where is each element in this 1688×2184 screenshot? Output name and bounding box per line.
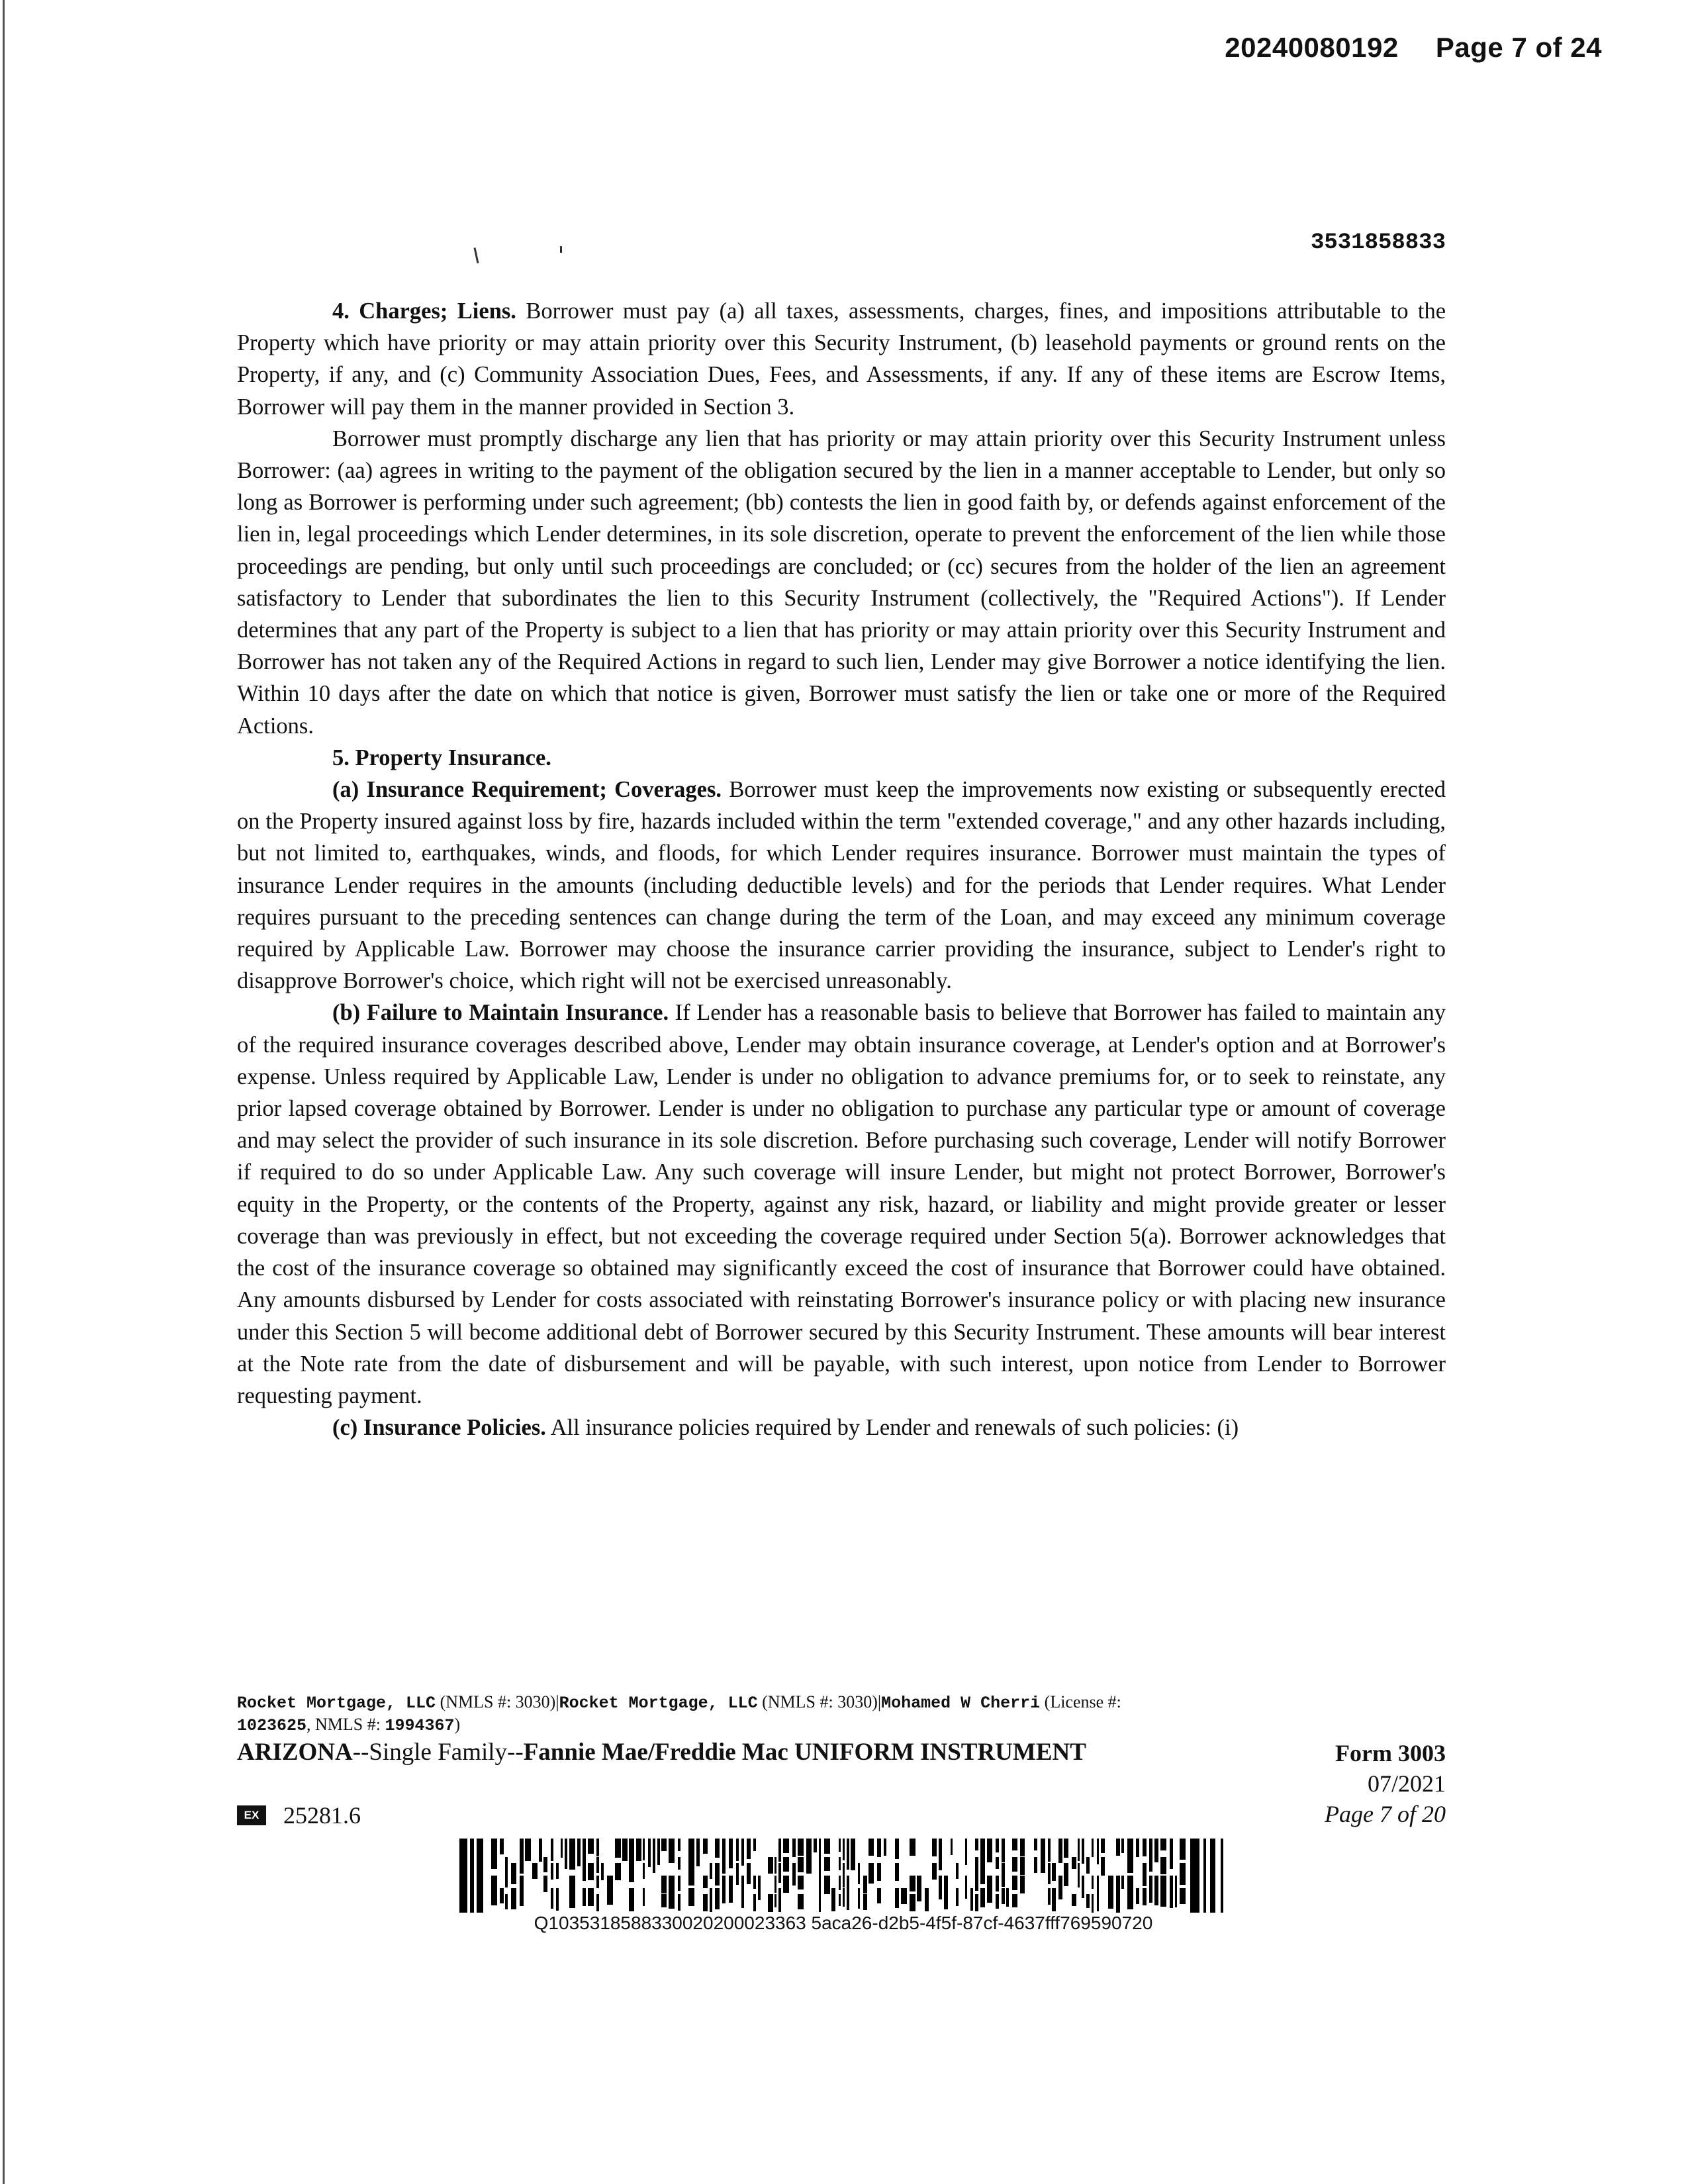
- barcode-bar: [831, 1888, 835, 1911]
- barcode-bar: [525, 1839, 531, 1861]
- section-5b-paragraph: [237, 997, 1446, 1412]
- barcode-bar: [703, 1839, 708, 1854]
- barcode-bar: [715, 1839, 720, 1858]
- barcode-bar: [839, 1876, 841, 1890]
- barcode-bar: [975, 1857, 978, 1876]
- barcode-bar: [636, 1839, 641, 1861]
- section-5a-text: Borrower must keep the improvements now existing or subsequently erected on the Property insured against loss by fire, hazards included within the term "extended coverage," and any other hazards including, but not limited to, earthquakes, winds, and floods, for which Lender requires insurance. Borrower must maintain the types of insurance Lender requires in the amounts (including deductible levels) and for the periods that Lender requires. What Lender requires pursuant to the preceding sentences can change during the term of the Loan, and may exceed any minimum coverage required by Applicable Law. Borrower may choose the insurance carrier providing the insurance, subject to Lender's right to disapprove Borrower's choice, which right will not be exercised unreasonably.: [237, 777, 1446, 994]
- barcode-bar: [783, 1839, 789, 1853]
- nmls-close: ): [454, 1715, 461, 1734]
- barcode-bar: [722, 1839, 726, 1874]
- barcode-bar: [932, 1863, 937, 1880]
- recording-number: 20240080192: [1225, 32, 1399, 63]
- barcode-bar: [1048, 1839, 1051, 1862]
- barcode-bar: [736, 1839, 739, 1861]
- barcode-bar: [877, 1888, 881, 1903]
- barcode-bar: [895, 1863, 899, 1881]
- barcode-bar: [1006, 1888, 1009, 1907]
- barcode-bar: [1034, 1839, 1037, 1850]
- barcode-bar: [736, 1863, 739, 1885]
- form-page: Page 7 of 20: [1325, 1801, 1446, 1827]
- barcode-bar: [819, 1839, 821, 1876]
- barcode-bar: [939, 1876, 942, 1899]
- scan-mark: [474, 248, 479, 263]
- barcode-bar: [1101, 1857, 1105, 1876]
- barcode-bar: [653, 1839, 655, 1873]
- barcode-bar: [715, 1863, 720, 1886]
- barcode-bar: [703, 1876, 708, 1888]
- barcode-bar: [729, 1876, 733, 1903]
- barcode-bar: [1058, 1839, 1062, 1863]
- barcode-bar: [1078, 1863, 1080, 1888]
- barcode-bar: [1127, 1876, 1133, 1909]
- barcode-bar: [1020, 1839, 1025, 1856]
- barcode-bar: [980, 1863, 985, 1884]
- barcode-bar: [824, 1857, 830, 1871]
- barcode-bar: [753, 1894, 756, 1911]
- section-4-text: Borrower must pay (a) all taxes, assessments, charges, fines, and impositions attributable to the Property which have priority or may attain priority over this Security Instrument, (b) leasehold payments or ground rents on the Property, if any, and (c) Community Association Dues, Fees, and Assessments, if any. If any of these items are Escrow Items, Borrower will pay them in the manner provided in Section 3.: [237, 298, 1446, 420]
- barcode-bar: [1180, 1863, 1186, 1885]
- barcode-bar: [758, 1876, 761, 1900]
- barcode-bar: [1097, 1839, 1099, 1864]
- barcode-bar: [556, 1863, 559, 1879]
- barcode-bar: [753, 1876, 756, 1889]
- barcode-bar: [956, 1888, 959, 1906]
- barcode-bar: [1170, 1839, 1173, 1869]
- barcode-bar: [925, 1888, 929, 1911]
- section-4-heading: 4. Charges; Liens.: [332, 298, 516, 324]
- barcode-bar: [975, 1839, 978, 1850]
- section-5b-heading: (b) Failure to Maintain Insurance.: [332, 1000, 669, 1026]
- barcode-bar: [1221, 1839, 1223, 1913]
- barcode-bar: [561, 1839, 563, 1858]
- barcode-bar: [996, 1857, 999, 1869]
- barcode-bar: [1020, 1857, 1025, 1875]
- barcode-bar: [774, 1876, 776, 1893]
- ex-icon: EX: [237, 1805, 266, 1825]
- barcode-bar: [1002, 1863, 1005, 1887]
- barcode-bar: [1034, 1857, 1037, 1873]
- barcode-bar: [1064, 1839, 1068, 1858]
- barcode-bar: [987, 1839, 992, 1862]
- barcode-bar: [847, 1876, 849, 1910]
- barcode-bar: [980, 1888, 985, 1907]
- barcode-bar: [1086, 1894, 1090, 1908]
- barcode-bar: [1108, 1876, 1113, 1909]
- barcode-bar: [1064, 1863, 1068, 1886]
- form-info: [1325, 1738, 1446, 1829]
- barcode-bar: [1154, 1839, 1158, 1862]
- barcode-bar: [753, 1839, 756, 1851]
- barcode-bar: [1170, 1876, 1173, 1908]
- barcode-bar: [1002, 1839, 1005, 1862]
- barcode-bar: [851, 1839, 855, 1870]
- barcode-bar: [703, 1894, 708, 1911]
- barcode-bar: [629, 1863, 634, 1882]
- barcode-bar: [768, 1894, 773, 1912]
- barcode-bar: [596, 1876, 599, 1888]
- barcode-bar: [863, 1876, 867, 1893]
- section-4-paragraph: [237, 295, 1446, 423]
- barcode-bar: [1002, 1888, 1005, 1904]
- barcode-bar: [678, 1876, 680, 1891]
- barcode-bar: [1078, 1839, 1080, 1861]
- section-5c-paragraph: [237, 1412, 1446, 1443]
- barcode-bar: [596, 1894, 599, 1911]
- barcode-bar: [696, 1839, 700, 1866]
- barcode-bar: [596, 1839, 599, 1856]
- barcode-bar: [532, 1863, 538, 1879]
- barcode-bar: [863, 1894, 867, 1910]
- barcode-bar: [996, 1894, 999, 1909]
- barcode-bar: [1149, 1876, 1152, 1903]
- barcode-bar: [543, 1857, 547, 1872]
- barcode-bar: [774, 1857, 776, 1874]
- section-5-heading: 5. Property Insurance.: [332, 745, 551, 770]
- barcode-bar: [858, 1863, 860, 1884]
- barcode-bar: [1116, 1839, 1120, 1856]
- barcode-bar: [814, 1839, 817, 1852]
- barcode-bar: [643, 1863, 645, 1879]
- barcode-bar: [583, 1888, 586, 1906]
- barcode-bar: [956, 1863, 959, 1879]
- license-label: (License #:: [1044, 1692, 1121, 1711]
- barcode-bar: [824, 1839, 830, 1854]
- page-label: Page 7 of 24: [1435, 32, 1602, 63]
- barcode-bar: [1041, 1839, 1045, 1873]
- barcode-bar: [868, 1863, 874, 1884]
- barcode-bar: [629, 1839, 634, 1863]
- lender-name: Rocket Mortgage, LLC: [237, 1694, 436, 1713]
- barcode-bar: [1116, 1894, 1120, 1913]
- barcode-bar: [1012, 1894, 1017, 1907]
- barcode-bar: [539, 1839, 542, 1862]
- barcode-bar: [975, 1876, 978, 1891]
- section-5a-paragraph: [237, 774, 1446, 997]
- barcode-bar: [505, 1894, 508, 1909]
- barcode-bar: [1048, 1863, 1051, 1884]
- lender-nmls: (NMLS #: 3030): [440, 1692, 556, 1711]
- barcode-bar: [1121, 1876, 1124, 1889]
- barcode-bar: [491, 1876, 497, 1905]
- section-4-lien-paragraph: Borrower must promptly discharge any lien that has priority or may attain priority over this Security Instrument unless Borrower: (aa) agrees in writing to the payment of the obligation secured by the lien in a manner acceptable to Lender, but only so long as Borrower is performing under such agreement; (bb) contests the lien in good faith by, or defends against enforcement of the lien in, legal proceedings which Lender determines, in its sole discretion, operate to prevent the enforcement of the lien while those proceedings are pending, but only until such proceedings are concluded; or (cc) secures from the holder of the lien an agreement satisfactory to Lender that subordinates the lien to this Security Instrument (collectively, the "Required Actions"). If Lender determines that any part of the Property is subject to a lien that has priority or may attain priority over this Security Instrument and Borrower has not taken any of the Required Actions in regard to such lien, Lender may give Borrower a notice identifying the lien. Within 10 days after the date on which that notice is given, Borrower must satisfy the lien or take one or more of the Required Actions.: [237, 426, 1446, 739]
- nmls-number: 1994367: [385, 1716, 455, 1735]
- barcode-bar: [819, 1876, 821, 1912]
- barcode-bar: [839, 1894, 841, 1906]
- nmls-label: , NMLS #:: [306, 1715, 381, 1734]
- section-5c-heading: (c) Insurance Policies.: [332, 1415, 546, 1441]
- barcode-bar: [1143, 1863, 1147, 1886]
- barcode-bar: [1052, 1863, 1056, 1881]
- barcode-bar: [556, 1888, 559, 1911]
- barcode-bar: [901, 1888, 907, 1904]
- barcode-bar: [505, 1876, 508, 1888]
- instrument-state: ARIZONA: [237, 1739, 353, 1766]
- barcode-bar: [1092, 1876, 1094, 1889]
- barcode-bar: [798, 1876, 804, 1889]
- barcode-bar: [661, 1839, 667, 1851]
- barcode-bar: [798, 1894, 804, 1909]
- barcode-bar: [477, 1839, 483, 1913]
- barcode-bar: [778, 1863, 781, 1883]
- section-5-heading-paragraph: [237, 742, 1446, 774]
- barcode-bar: [965, 1876, 967, 1899]
- barcode-bar: [643, 1839, 645, 1860]
- barcode-bar: [783, 1857, 789, 1872]
- barcode-bar: [798, 1857, 804, 1872]
- barcode-bar: [1190, 1839, 1199, 1913]
- barcode-bar: [520, 1876, 524, 1906]
- barcode-bar: [951, 1839, 953, 1855]
- scan-border: [3, 0, 5, 2184]
- barcode-bar: [965, 1839, 967, 1865]
- barcode-bar: [648, 1839, 651, 1867]
- barcode-bar: [669, 1876, 675, 1909]
- barcode-bar: [1020, 1876, 1025, 1893]
- barcode-bar: [629, 1888, 634, 1911]
- barcode-bar: [1058, 1876, 1062, 1899]
- barcode-bar: [710, 1863, 712, 1879]
- barcode-bar: [980, 1839, 985, 1863]
- barcode-bar: [847, 1839, 849, 1870]
- barcode-bar: [778, 1839, 781, 1862]
- document-code: [237, 1801, 361, 1829]
- barcode-bar: [1160, 1857, 1166, 1874]
- barcode-bar: [520, 1839, 524, 1874]
- barcode-bar: [1048, 1888, 1051, 1905]
- barcode-bar: [1203, 1839, 1206, 1913]
- barcode-bar: [511, 1863, 516, 1884]
- barcode-bar: [511, 1888, 516, 1909]
- barcode-bar: [1012, 1839, 1017, 1850]
- barcode-bar: [884, 1839, 886, 1856]
- barcode-bar: [792, 1839, 796, 1857]
- recording-header: [1225, 32, 1602, 64]
- barcode-bar: [1149, 1839, 1152, 1872]
- barcode-bar: [1180, 1839, 1186, 1860]
- form-number: Form 3003: [1335, 1740, 1446, 1766]
- barcode-bar: [778, 1888, 781, 1912]
- barcode-bar: [1092, 1894, 1094, 1913]
- barcode-bar: [588, 1863, 594, 1880]
- barcode-bar: [839, 1839, 841, 1852]
- lender-footer: [237, 1692, 1448, 1737]
- scan-mark: [560, 246, 562, 253]
- barcode-bar: [551, 1839, 553, 1861]
- instrument-title: Fannie Mae/Freddie Mac UNIFORM INSTRUMENT: [523, 1739, 1086, 1766]
- barcode-bar: [1143, 1888, 1147, 1905]
- barcode-bar: [858, 1888, 860, 1909]
- barcode-bar: [932, 1839, 937, 1856]
- barcode-bar: [657, 1839, 660, 1865]
- barcode-bar: [1101, 1839, 1105, 1853]
- section-5c-text: All insurance policies required by Lender and renewals of such policies: (i): [550, 1415, 1239, 1441]
- barcode-bar: [565, 1839, 567, 1869]
- barcode-bar: [774, 1894, 776, 1907]
- barcode-bar: [669, 1839, 675, 1863]
- barcode-bar: [688, 1888, 694, 1906]
- barcode-bar: [806, 1839, 812, 1874]
- barcode-bar: [500, 1888, 504, 1903]
- barcode-bar: [491, 1839, 497, 1869]
- barcode-bar: [843, 1839, 845, 1860]
- barcode-bar: [741, 1839, 744, 1866]
- barcode-bar: [551, 1888, 553, 1909]
- barcode-bar: [747, 1863, 751, 1884]
- barcode-bar: [710, 1888, 712, 1912]
- barcode-bar: [1097, 1876, 1099, 1911]
- barcode-bar: [459, 1839, 467, 1913]
- barcode-bar: [607, 1876, 613, 1905]
- barcode-bar: [729, 1839, 733, 1868]
- barcode-bar: [577, 1839, 581, 1866]
- barcode-bar: [877, 1863, 881, 1881]
- barcode-bar: [661, 1894, 667, 1907]
- barcode-bar: [1052, 1888, 1056, 1911]
- barcode-bar: [588, 1839, 594, 1854]
- barcode-bar: [615, 1863, 621, 1880]
- instrument-type: --Single Family--: [352, 1739, 524, 1766]
- barcode-bar: [1136, 1888, 1139, 1904]
- barcode-bar: [1082, 1876, 1084, 1898]
- barcode-bar: [583, 1863, 586, 1881]
- barcode-bar: [741, 1876, 744, 1908]
- barcode-bar: [910, 1839, 915, 1856]
- barcode-bar: [910, 1894, 915, 1911]
- barcode-bar: [1072, 1894, 1076, 1906]
- barcode-bar: [1136, 1839, 1139, 1857]
- barcode-bar: [970, 1888, 973, 1911]
- barcode-bar: [868, 1839, 874, 1856]
- barcode-bar: [747, 1839, 751, 1859]
- barcode-bar: [1154, 1876, 1158, 1905]
- barcode-bar: [975, 1894, 978, 1911]
- barcode-bar: [910, 1876, 915, 1891]
- barcode-bar: [783, 1876, 789, 1893]
- barcode-bar: [688, 1863, 694, 1886]
- barcode-bar: [843, 1888, 845, 1907]
- barcode-bar: [678, 1857, 680, 1870]
- barcode-bar: [1180, 1888, 1186, 1904]
- originator-name: Mohamed W Cherri: [881, 1694, 1041, 1713]
- barcode-bar: [1116, 1876, 1120, 1894]
- barcode-bar: [678, 1839, 680, 1851]
- barcode-bar: [583, 1839, 586, 1864]
- barcode-bar: [688, 1839, 694, 1863]
- barcode-bar: [588, 1888, 594, 1906]
- barcode-bar: [895, 1888, 899, 1908]
- barcode-bar: [996, 1876, 999, 1891]
- barcode-bar: [1121, 1839, 1124, 1853]
- barcode-bar: [678, 1894, 680, 1911]
- barcode-bar: [895, 1839, 899, 1859]
- barcode-bar: [798, 1839, 804, 1856]
- barcode-bar: [1082, 1839, 1084, 1864]
- barcode-bar: [1160, 1876, 1166, 1894]
- barcode-bar: [643, 1888, 645, 1906]
- barcode-bar: [543, 1876, 547, 1892]
- section-5b-text: If Lender has a reasonable basis to believe that Borrower has failed to maintain any of the required insurance coverages described above, Lender may obtain insurance coverage, at Lender's option and at Borrower's expense. Unless required by Applicable Law, Lender is under no obligation to advance premiums for, or to seek to reinstate, any prior lapsed coverage obtained by Borrower. Lender is under no obligation to purchase any particular type or amount of coverage and may select the provider of such insurance in its sole discretion. Before purchasing such coverage, Lender will notify Borrower if required to do so under Applicable Law. Any such coverage will insure Lender, but might not protect Borrower, Borrower's equity in the Property, or the contents of the Property, against any risk, hazard, or liability and might provide greater or lesser coverage than was previously in effect, but not exceeding the coverage required under Section 5(a). Borrower acknowledges that the cost of the insurance coverage so obtained may significantly exceed the cost of insurance that Borrower could have obtained. Any amounts disbursed by Lender for costs associated with reinstating Borrower's insurance policy or with placing new insurance under this Section 5 will become additional debt of Borrower secured by this Security Instrument. These amounts will bear interest at the Note rate from the date of disbursement and will be payable, with such interest, upon notice from Lender to Borrower requesting payment.: [237, 1000, 1446, 1408]
- barcode-bar: [715, 1888, 720, 1909]
- barcode-bar: [768, 1857, 773, 1874]
- barcode-bar: [843, 1863, 845, 1888]
- barcode-bar: [722, 1876, 726, 1903]
- barcode-bar: [1175, 1876, 1177, 1907]
- barcode-bar: [839, 1857, 841, 1870]
- barcode-text: Q1035318588330020200023363 5aca26-d2b5-4f5f-87cf-4637fff769590720: [534, 1913, 1153, 1933]
- barcode-bar: [1086, 1857, 1090, 1874]
- doc-code: 25281.6: [283, 1802, 361, 1829]
- barcode-bar: [569, 1876, 575, 1908]
- barcode-bar: [569, 1839, 575, 1870]
- document-body: [237, 295, 1446, 1443]
- lender-name-2: Rocket Mortgage, LLC: [559, 1694, 758, 1713]
- barcode-bar: [792, 1863, 796, 1886]
- barcode-bar: [551, 1863, 553, 1880]
- separator: |: [555, 1692, 559, 1711]
- barcode-bar: [470, 1839, 474, 1913]
- barcode-bar: [615, 1839, 621, 1858]
- form-date: 07/2021: [1367, 1770, 1446, 1797]
- barcode-bar: [939, 1839, 942, 1870]
- license-number: 1023625: [237, 1716, 307, 1735]
- instrument-title-line: [237, 1738, 1086, 1766]
- barcode-bar: [1012, 1876, 1017, 1890]
- barcode-bar: [917, 1876, 921, 1901]
- barcode-bar: [1160, 1839, 1166, 1850]
- loan-number: 3531858833: [1310, 230, 1446, 255]
- barcode-bar: [1127, 1839, 1133, 1873]
- separator: |: [877, 1692, 882, 1711]
- barcode-bar: [824, 1876, 830, 1894]
- barcode-bar: [500, 1839, 504, 1854]
- barcode-bar: [622, 1839, 628, 1861]
- lender-nmls-2: (NMLS #: 3030): [762, 1692, 878, 1711]
- section-5a-heading: (a) Insurance Requirement; Coverages.: [332, 777, 722, 803]
- barcode-bar: [505, 1857, 508, 1876]
- barcode-bar: [596, 1857, 599, 1873]
- barcode-bar: [1143, 1839, 1147, 1856]
- barcode-bar: [1092, 1839, 1094, 1857]
- barcode-bar: [944, 1876, 948, 1909]
- barcode-bar: [1210, 1839, 1215, 1913]
- barcode: [459, 1839, 1227, 1913]
- barcode-bar: [1160, 1894, 1166, 1907]
- barcode-bar: [996, 1839, 999, 1852]
- barcode-bar: [877, 1839, 881, 1857]
- barcode-bar: [1072, 1857, 1076, 1869]
- barcode-bar: [601, 1863, 604, 1880]
- barcode-bar: [661, 1876, 667, 1893]
- barcode-bar: [1012, 1857, 1017, 1872]
- barcode-bar: [987, 1876, 992, 1903]
